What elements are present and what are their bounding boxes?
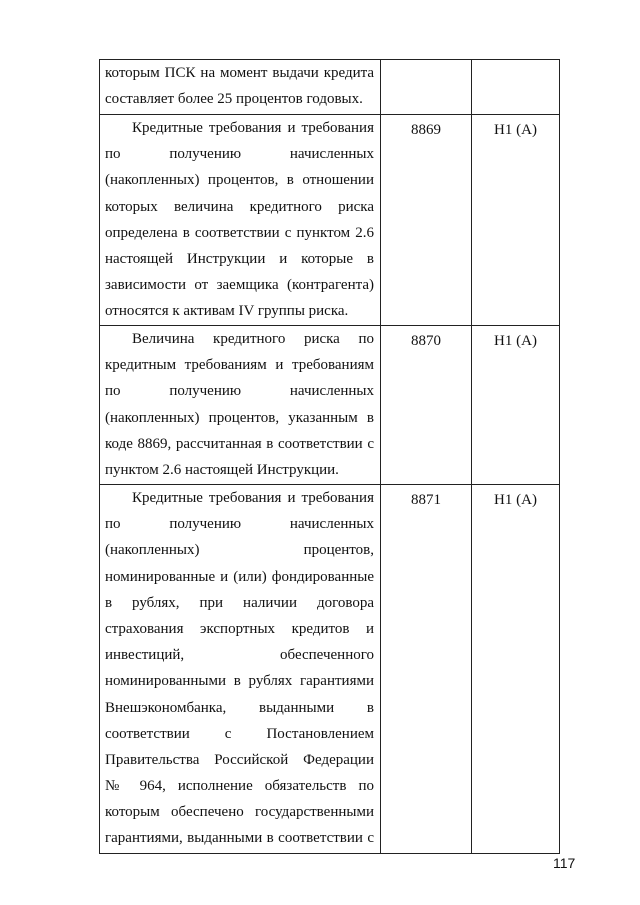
text-line: страхования экспортных кредитов и: [105, 620, 374, 637]
text-line: номинированными в рублях гарантиями: [105, 673, 374, 690]
code-cell: [381, 60, 472, 115]
text-line: Величина кредитного риска по: [132, 331, 374, 347]
text-line: Внешэкономбанка, выданными в: [105, 699, 374, 716]
text-line: относятся к активам IV группы риска.: [105, 303, 349, 320]
description-cell: [100, 115, 381, 326]
text-line: кредитным требованиям и требованиям: [105, 357, 374, 374]
table-row: [100, 60, 560, 115]
text-line: в рублях, при наличии договора: [105, 594, 374, 611]
text-line: (накопленных) процентов, указанным в: [105, 409, 374, 426]
text-line: гарантиями, выданными в соответствии с: [105, 830, 374, 847]
code-cell: 8871: [381, 485, 472, 854]
text-line: соответствии с Постановлением: [105, 725, 374, 742]
text-line: которых величина кредитного риска: [105, 198, 374, 215]
norm-cell: [472, 60, 560, 115]
norm-cell: Н1 (А): [472, 485, 560, 854]
text-line: инвестиций, обеспеченного: [105, 647, 374, 664]
description-cell: [100, 485, 381, 854]
table-row: [100, 485, 560, 854]
text-line: которым обеспечено государственными: [105, 804, 374, 821]
text-line: пунктом 2.6 настоящей Инструкции.: [105, 461, 339, 478]
text-line: (накопленных) процентов,: [105, 542, 374, 559]
description-cell: [100, 60, 381, 115]
norm-cell: Н1 (А): [472, 326, 560, 485]
text-line: (накопленных) процентов, в отношении: [105, 172, 374, 189]
table-row: [100, 115, 560, 326]
text-line: номинированные и (или) фондированные: [105, 568, 374, 585]
text-line: настоящей Инструкции и которые в: [105, 250, 374, 267]
norm-cell: Н1 (А): [472, 115, 560, 326]
code-cell: 8870: [381, 326, 472, 485]
description-cell: [100, 326, 381, 485]
text-line: зависимости от заемщика (контрагента): [105, 277, 374, 294]
text-line: по получению начисленных: [105, 146, 374, 163]
document-table: [99, 59, 560, 854]
text-line: Кредитные требования и требования: [132, 490, 374, 506]
text-line: по получению начисленных: [105, 383, 374, 400]
text-line: Правительства Российской Федерации: [105, 751, 374, 768]
text-line: коде 8869, рассчитанная в соответствии с: [105, 435, 374, 452]
text-line: определена в соответствии с пунктом 2.6: [105, 224, 374, 241]
text-line: Кредитные требования и требования: [132, 120, 374, 136]
table-row: [100, 326, 560, 485]
text-line: составляет более 25 процентов годовых.: [105, 91, 363, 108]
text-line: № 964, исполнение обязательств по: [105, 778, 374, 795]
text-line: по получению начисленных: [105, 516, 374, 533]
code-cell: 8869: [381, 115, 472, 326]
text-line: которым ПСК на момент выдачи кредита: [105, 65, 374, 81]
page-number: 117: [553, 855, 576, 871]
